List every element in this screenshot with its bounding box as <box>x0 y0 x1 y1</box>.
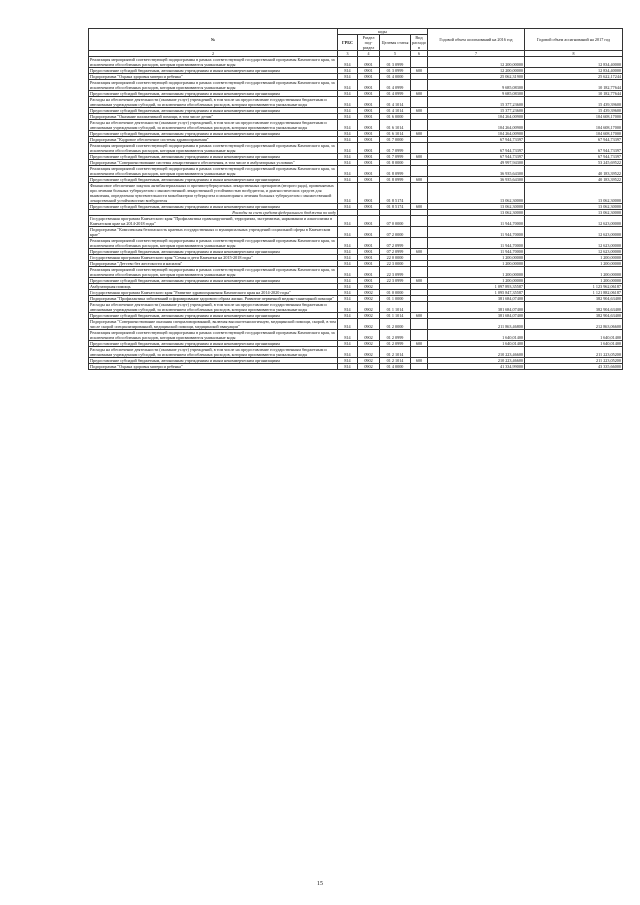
row-razdel: 0901 <box>358 216 380 227</box>
row-name: Предоставление субсидий бюджетным, автономным учреждениям и иным некоммерческим организациям <box>89 131 338 137</box>
row-amount-2016: 381 684,07400 <box>428 296 525 302</box>
header-year-2016: Годовой объем ассигнований на 2016 год <box>428 29 525 51</box>
row-name: Расходы на обеспечение деятельности (оказание услуг) учреждений, в том числе на предоставление государственным бюджетным и автономным учреждениям субсидий, за исключением обособленных расходов, которым присваиваются уникальные коды <box>89 97 338 108</box>
row-grbs: 814 <box>338 74 358 80</box>
row-grbs: 814 <box>338 330 358 341</box>
row-grbs: 814 <box>338 319 358 330</box>
row-amount-2017: 13 062,30000 <box>525 204 623 210</box>
row-amount-2017: 1 200,00000 <box>525 261 623 267</box>
row-grbs: 814 <box>338 177 358 183</box>
row-expense-type: 600 <box>411 313 428 319</box>
row-grbs: 814 <box>338 183 358 204</box>
row-amount-2017: 13 062,30000 <box>525 210 623 216</box>
row-expense-type <box>411 143 428 154</box>
row-razdel: 0901 <box>358 74 380 80</box>
row-expense-type <box>411 330 428 341</box>
row-expense-type <box>411 267 428 278</box>
row-target-article: 01 4 1014 <box>380 97 411 108</box>
row-amount-2017: 12 623,00000 <box>525 249 623 255</box>
row-grbs: 814 <box>338 57 358 68</box>
row-amount-2017: 53 245,69522 <box>525 160 623 166</box>
row-amount-2016: 25 062,31900 <box>428 74 525 80</box>
row-amount-2016: 15 377,23600 <box>428 97 525 108</box>
header-year-2017: Годовой объем ассигнований на 2017 год <box>525 29 623 51</box>
row-amount-2016: 211 863,46800 <box>428 319 525 330</box>
row-target-article: 01 2 1014 <box>380 358 411 364</box>
row-razdel: 0902 <box>358 341 380 347</box>
row-razdel: 0901 <box>358 160 380 166</box>
row-amount-2017: 382 904,63400 <box>525 296 623 302</box>
row-amount-2016: 1 640,01400 <box>428 341 525 347</box>
table-row <box>89 330 623 341</box>
row-name: Реализация мероприятий соответствующей подпрограммы в рамках соответствующей государственной программы Камчатского края, за исключением обособленных расходов, которым присваиваются уникальные коды <box>89 80 338 91</box>
row-grbs: 814 <box>338 80 358 91</box>
row-name: Реализация мероприятий соответствующей подпрограммы в рамках соответствующей государственной программы Камчатского края, за исключением обособленных расходов, которым присваиваются уникальные коды <box>89 166 338 177</box>
row-name: Реализация мероприятий соответствующей подпрограммы в рамках соответствующей государственной программы Камчатского края, за исключением обособленных расходов, которым присваиваются уникальные коды <box>89 238 338 249</box>
column-index: 4 <box>358 51 380 57</box>
row-amount-2017: 212 863,06600 <box>525 319 623 330</box>
row-amount-2017: 12 834,40000 <box>525 68 623 74</box>
row-razdel: 0901 <box>358 183 380 204</box>
row-amount-2017: 1 200,00000 <box>525 267 623 278</box>
row-grbs: 814 <box>338 267 358 278</box>
row-name: Государственная программа Камчатского края "Развитие здравоохранения Камчатского края на 2014-2020 годы" <box>89 290 338 296</box>
row-razdel: 0902 <box>358 364 380 370</box>
row-target-article: 01 8 0000 <box>380 160 411 166</box>
header-codes: коды <box>338 29 428 35</box>
row-name: Подпрограмма "Охрана здоровья матери и ребенка" <box>89 74 338 80</box>
row-expense-type <box>411 80 428 91</box>
row-target-article: 01 4 0999 <box>380 80 411 91</box>
row-razdel: 0901 <box>358 278 380 284</box>
table-row <box>89 80 623 91</box>
row-expense-type: 600 <box>411 177 428 183</box>
row-name: Подпрограмма "Совершенствование системы лекарственного обеспечения, в том числе в амбулаторных условиях" <box>89 160 338 166</box>
column-index: 3 <box>338 51 358 57</box>
row-expense-type <box>411 120 428 131</box>
row-grbs: 814 <box>338 97 358 108</box>
header-csr: Целевая статья <box>380 35 411 51</box>
header-vr: Вид расходов <box>412 35 426 50</box>
row-name: Подпрограмма "Детство без жестокости и насилия" <box>89 261 338 267</box>
row-razdel: 0902 <box>358 284 380 290</box>
row-name: Предоставление субсидий бюджетным, автономным учреждениям и иным некоммерческим организациям <box>89 204 338 210</box>
row-amount-2016: 12 200,00000 <box>428 57 525 68</box>
row-grbs: 814 <box>338 68 358 74</box>
table-row <box>89 267 623 278</box>
table-row <box>89 364 623 370</box>
row-amount-2017: 25 622,17244 <box>525 74 623 80</box>
row-amount-2017: 40 183,39522 <box>525 166 623 177</box>
row-amount-2017: 1 123 962,06187 <box>525 284 623 290</box>
row-name: Предоставление субсидий бюджетным, автономным учреждениям и иным некоммерческим организациям <box>89 68 338 74</box>
row-grbs: 814 <box>338 114 358 120</box>
row-amount-2016: 67 944,73397 <box>428 143 525 154</box>
table-row <box>89 216 623 227</box>
row-name: Подпрограмма "Профилактика заболеваний и формирование здорового образа жизни. Развитие первичной медико-санитарной помощи" <box>89 296 338 302</box>
row-name: Реализация мероприятий соответствующей подпрограммы в рамках соответствующей государственной программы Камчатского края, за исключением обособленных расходов, которым присваиваются уникальные коды <box>89 57 338 68</box>
table-row <box>89 97 623 108</box>
row-name: Подпрограмма "Совершенствование оказания специализированной, включая высокотехнологичную, медицинской помощи, скорой, в том числе скорой специализированной, медицинской помощи, медицинской эвакуации" <box>90 319 336 329</box>
row-amount-2016: 13 062,30000 <box>428 204 525 210</box>
budget-table <box>88 28 623 370</box>
row-razdel: 0901 <box>358 204 380 210</box>
row-razdel: 0901 <box>358 108 380 114</box>
row-expense-type <box>411 302 428 313</box>
row-target-article: 07 2 0999 <box>380 238 411 249</box>
row-razdel: 0901 <box>358 238 380 249</box>
row-razdel: 0902 <box>358 330 380 341</box>
row-grbs: 814 <box>338 341 358 347</box>
row-name: Государственная программа Камчатского края "Профилактика правонарушений, терроризма, экстремизма, наркомании и алкоголизма в Камчатском крае на 2014-2018 годы" <box>89 216 338 227</box>
row-grbs: 814 <box>338 290 358 296</box>
row-name: Подпрограмма "Кадровое обеспечение системы здравоохранения" <box>89 137 338 143</box>
row-amount-2016: 49 997,94300 <box>428 160 525 166</box>
row-target-article: 01 6 0000 <box>380 114 411 120</box>
row-name: Предоставление субсидий бюджетным, автономным учреждениям и иным некоммерческим организациям <box>89 91 338 97</box>
table-row <box>89 238 623 249</box>
budget-table-sheet <box>88 28 622 370</box>
row-amount-2017: 382 904,63400 <box>525 313 623 319</box>
row-amount-2016: 1 095 847,35587 <box>428 290 525 296</box>
row-name: Расходы на обеспечение деятельности (оказание услуг) учреждений, в том числе на предоставление государственным бюджетным и автономным учреждениям субсидий, за исключением обособленных расходов, которым присваиваются уникальные коды <box>89 347 338 358</box>
row-expense-type: 600 <box>411 131 428 137</box>
table-row <box>89 120 623 131</box>
row-amount-2016: 11 944,70000 <box>428 227 525 238</box>
table-row <box>89 302 623 313</box>
row-amount-2016: 1 200,00000 <box>428 261 525 267</box>
row-razdel: 0901 <box>358 114 380 120</box>
table-body <box>89 57 623 370</box>
row-amount-2017: 67 944,73397 <box>525 154 623 160</box>
row-target-article: 07 2 0000 <box>380 227 411 238</box>
row-name: Предоставление субсидий бюджетным, автономным учреждениям и иным некоммерческим организациям <box>89 341 338 347</box>
row-amount-2016: 381 684,07400 <box>428 313 525 319</box>
row-expense-type: 600 <box>411 204 428 210</box>
row-razdel: 0902 <box>358 347 380 358</box>
row-name: Амбулаторная помощь <box>89 284 338 290</box>
row-razdel: 0901 <box>358 68 380 74</box>
row-amount-2017: 1 121 882,06187 <box>525 290 623 296</box>
row-amount-2016: 104 264,00900 <box>428 131 525 137</box>
row-expense-type <box>411 364 428 370</box>
row-target-article: 01 7 0000 <box>380 137 411 143</box>
header-grbs: ГРБС <box>338 35 358 51</box>
row-grbs: 814 <box>338 238 358 249</box>
row-name: Предоставление субсидий бюджетным, автономным учреждениям и иным некоммерческим организациям <box>89 249 338 255</box>
row-amount-2016: 11 944,70000 <box>428 216 525 227</box>
row-amount-2017: 12 623,00000 <box>525 227 623 238</box>
row-amount-2017: 12 834,40000 <box>525 57 623 68</box>
table-row <box>89 183 623 204</box>
row-amount-2016: 13 062,30000 <box>428 210 525 216</box>
row-amount-2017: 382 904,63400 <box>525 302 623 313</box>
row-amount-2017: 15 439,39600 <box>525 97 623 108</box>
table-row <box>89 143 623 154</box>
row-grbs: 814 <box>338 255 358 261</box>
column-index: 5 <box>380 51 411 57</box>
row-grbs: 814 <box>338 227 358 238</box>
row-amount-2017: 10 182,77644 <box>525 91 623 97</box>
row-name: Расходы за счет средств федерального бюджета по коду <box>89 210 338 216</box>
table-row <box>89 347 623 358</box>
row-razdel: 0901 <box>358 143 380 154</box>
row-amount-2017: 211 223,05200 <box>525 347 623 358</box>
row-amount-2017: 104 608,17000 <box>525 114 623 120</box>
row-razdel: 0902 <box>358 358 380 364</box>
row-grbs: 814 <box>338 302 358 313</box>
row-razdel: 0901 <box>358 154 380 160</box>
row-grbs: 814 <box>338 143 358 154</box>
row-grbs: 814 <box>338 154 358 160</box>
row-amount-2016: 210 223,46600 <box>428 347 525 358</box>
row-grbs: 814 <box>338 358 358 364</box>
row-name: Предоставление субсидий бюджетным, автономным учреждениям и иным некоммерческим организациям <box>89 177 338 183</box>
row-amount-2017: 12 623,00000 <box>525 238 623 249</box>
row-name: Подпрограмма "Оказание паллиативной помощи, в том числе детям" <box>89 114 338 120</box>
row-expense-type <box>411 183 428 204</box>
row-expense-type: 600 <box>411 249 428 255</box>
row-expense-type: 600 <box>411 278 428 284</box>
row-target-article: 01 8 0999 <box>380 177 411 183</box>
row-target-article: 01 6 1014 <box>380 131 411 137</box>
row-razdel: 0901 <box>358 80 380 91</box>
row-grbs: 814 <box>338 249 358 255</box>
row-amount-2017: 1 640,01400 <box>525 330 623 341</box>
row-amount-2016: 1 097 893,35587 <box>428 284 525 290</box>
row-amount-2017: 40 183,39522 <box>525 177 623 183</box>
column-index: 6 <box>411 51 428 57</box>
row-amount-2016: 9 685,08300 <box>428 80 525 91</box>
row-target-article: 01 4 0000 <box>380 74 411 80</box>
row-razdel: 0901 <box>358 137 380 143</box>
row-amount-2016: 1 200,00000 <box>428 267 525 278</box>
row-grbs: 814 <box>338 166 358 177</box>
row-name: Реализация мероприятий соответствующей подпрограммы в рамках соответствующей государственной программы Камчатского края, за исключением обособленных расходов, которым присваиваются уникальные коды <box>89 330 338 341</box>
row-expense-type <box>411 57 428 68</box>
row-razdel: 0902 <box>358 313 380 319</box>
row-target-article: 01 7 0999 <box>380 143 411 154</box>
row-amount-2016: 15 377,23600 <box>428 108 525 114</box>
row-amount-2016: 13 062,30000 <box>428 183 525 204</box>
row-name: Реализация мероприятий соответствующей подпрограммы в рамках соответствующей государственной программы Камчатского края, за исключением обособленных расходов, которым присваиваются уникальные коды <box>89 267 338 278</box>
row-target-article: 22 0 0000 <box>380 255 411 261</box>
row-razdel: 0901 <box>358 91 380 97</box>
row-razdel: 0902 <box>358 319 380 330</box>
row-amount-2016: 36 935,64300 <box>428 177 525 183</box>
column-index: 2 <box>89 51 338 57</box>
row-grbs: 814 <box>338 364 358 370</box>
row-name: Подпрограмма "Комплексная безопасность краевых государственных и муниципальных учреждений социальной сферы в Камчатском крае" <box>89 227 338 238</box>
row-target-article: 01 1 0000 <box>380 296 411 302</box>
row-grbs: 814 <box>338 108 358 114</box>
row-target-article: 01 7 0999 <box>380 154 411 160</box>
row-grbs: 814 <box>338 120 358 131</box>
row-razdel: 0901 <box>358 131 380 137</box>
header-num: № <box>89 29 338 51</box>
row-grbs: 814 <box>338 131 358 137</box>
row-target-article: 01 4 0000 <box>380 364 411 370</box>
row-amount-2016: 381 684,07400 <box>428 302 525 313</box>
row-expense-type <box>411 216 428 227</box>
row-name: Реализация мероприятий соответствующей подпрограммы в рамках соответствующей государственной программы Камчатского края, за исключением обособленных расходов, которым присваиваются уникальные коды <box>89 143 338 154</box>
row-amount-2016: 1 200,00000 <box>428 278 525 284</box>
row-razdel: 0901 <box>358 255 380 261</box>
row-target-article: 01 8 5174 <box>380 183 411 204</box>
row-target-article: 01 3 0999 <box>380 57 411 68</box>
row-grbs: 814 <box>338 216 358 227</box>
row-target-article: 01 2 1014 <box>380 347 411 358</box>
row-razdel: 0902 <box>358 296 380 302</box>
header-razdel: Раздел под-раздел <box>358 35 380 51</box>
row-name: Предоставление субсидий бюджетным, автономным учреждениям и иным некоммерческим организациям <box>89 278 338 284</box>
row-name: Подпрограмма "Охрана здоровья матери и ребенка" <box>89 364 338 370</box>
row-name: Предоставление субсидий бюджетным, автономным учреждениям и иным некоммерческим организациям <box>89 313 338 319</box>
row-name: Расходы на обеспечение деятельности (оказание услуг) учреждений, в том числе на предоставление государственным бюджетным и автономным учреждениям субсидий, за исключением обособленных расходов, которым присваиваются уникальные коды <box>89 302 338 313</box>
row-grbs: 814 <box>338 313 358 319</box>
row-expense-type: 600 <box>411 154 428 160</box>
row-target-article: 22 3 0999 <box>380 267 411 278</box>
row-razdel: 0901 <box>358 120 380 131</box>
row-expense-type: 600 <box>411 341 428 347</box>
row-target-article: 01 0 0000 <box>380 290 411 296</box>
row-target-article: 01 2 0999 <box>380 330 411 341</box>
row-amount-2016: 210 223,46600 <box>428 358 525 364</box>
row-razdel: 0901 <box>358 267 380 278</box>
row-target-article: 01 8 5174 <box>380 204 411 210</box>
row-target-article: 01 4 1014 <box>380 108 411 114</box>
row-grbs: 814 <box>338 204 358 210</box>
row-amount-2017: 211 223,05200 <box>525 358 623 364</box>
row-amount-2016: 12 200,00000 <box>428 68 525 74</box>
row-target-article: 01 6 1014 <box>380 120 411 131</box>
row-target-article: 01 1 1014 <box>380 313 411 319</box>
row-expense-type: 600 <box>411 68 428 74</box>
row-target-article: 01 4 0999 <box>380 91 411 97</box>
row-name: Предоставление субсидий бюджетным, автономным учреждениям и иным некоммерческим организациям <box>89 358 338 364</box>
row-razdel: 0901 <box>358 261 380 267</box>
row-amount-2017: 104 608,17000 <box>525 131 623 137</box>
row-amount-2017: 10 182,77644 <box>525 80 623 91</box>
row-amount-2016: 1 200,00000 <box>428 255 525 261</box>
row-expense-type: 600 <box>411 91 428 97</box>
row-target-article: 01 2 0000 <box>380 319 411 330</box>
row-razdel: 0902 <box>358 302 380 313</box>
row-grbs: 814 <box>338 347 358 358</box>
row-amount-2016: 67 944,73397 <box>428 154 525 160</box>
row-amount-2016: 11 944,70000 <box>428 249 525 255</box>
row-name: Финансовое обеспечение закупок антибактериальных и противотуберкулезных лекарственных препаратов (второго ряда), применяемых при лечении больных туберкулезом с множественной лекарственной устойчивостью возбудителя, и диагностических средств для выявления, определения чувствительности микобактерии туберкулеза и мониторинга лечения больных туберкулезом с множественной лекарственной устойчивостью возбудителя <box>89 183 338 204</box>
row-expense-type <box>411 347 428 358</box>
row-grbs: 814 <box>338 278 358 284</box>
column-index: 7 <box>428 51 525 57</box>
row-razdel: 0902 <box>358 290 380 296</box>
row-name: Предоставление субсидий бюджетным, автономным учреждениям и иным некоммерческим организациям <box>89 108 338 114</box>
row-grbs: 814 <box>338 284 358 290</box>
row-target-article: 01 1 1014 <box>380 302 411 313</box>
row-amount-2017: 67 944,73397 <box>525 143 623 154</box>
table-row <box>89 227 623 238</box>
table-row <box>89 57 623 68</box>
row-name: Государственная программа Камчатского края "Семья и дети Камчатки на 2015-2018 годы" <box>89 255 338 261</box>
row-amount-2017: 1 200,00000 <box>525 255 623 261</box>
row-expense-type: 600 <box>411 358 428 364</box>
row-amount-2016: 67 944,73397 <box>428 137 525 143</box>
row-grbs: 814 <box>338 91 358 97</box>
row-grbs: 814 <box>338 137 358 143</box>
row-target-article: 22 3 0999 <box>380 278 411 284</box>
row-target-article: 07 0 0000 <box>380 216 411 227</box>
row-amount-2017: 67 944,73397 <box>525 137 623 143</box>
row-amount-2016: 9 685,08300 <box>428 91 525 97</box>
row-expense-type <box>411 319 428 330</box>
row-expense-type <box>411 227 428 238</box>
row-razdel: 0901 <box>358 177 380 183</box>
row-target-article: 01 8 0999 <box>380 166 411 177</box>
row-grbs: 814 <box>338 261 358 267</box>
row-amount-2016: 104 264,00900 <box>428 114 525 120</box>
row-amount-2017: 1 640,01400 <box>525 341 623 347</box>
row-amount-2017: 13 062,30000 <box>525 183 623 204</box>
row-amount-2017: 15 439,39600 <box>525 108 623 114</box>
row-expense-type <box>411 97 428 108</box>
row-expense-type <box>411 166 428 177</box>
row-target-article: 22 3 0000 <box>380 261 411 267</box>
row-amount-2017: 43 335,66000 <box>525 364 623 370</box>
row-amount-2016: 36 935,64300 <box>428 166 525 177</box>
row-target-article: 07 2 0999 <box>380 249 411 255</box>
row-target-article: 01 3 0999 <box>380 68 411 74</box>
row-grbs: 814 <box>338 160 358 166</box>
row-name: Расходы на обеспечение деятельности (оказание услуг) учреждений, в том числе на предоставление государственным бюджетным и автономным учреждениям субсидий, за исключением обособленных расходов, которым присваиваются уникальные коды <box>89 120 338 131</box>
row-razdel: 0901 <box>358 249 380 255</box>
row-amount-2016: 11 944,70000 <box>428 238 525 249</box>
table-row <box>89 166 623 177</box>
column-index: 8 <box>525 51 623 57</box>
row-amount-2017: 1 200,00000 <box>525 278 623 284</box>
table-row <box>89 319 623 330</box>
row-razdel: 0901 <box>358 166 380 177</box>
row-amount-2016: 104 264,00900 <box>428 120 525 131</box>
row-amount-2016: 1 640,01400 <box>428 330 525 341</box>
row-razdel: 0901 <box>358 227 380 238</box>
row-razdel: 0901 <box>358 97 380 108</box>
row-amount-2016: 41 334,99000 <box>428 364 525 370</box>
row-name: Предоставление субсидий бюджетным, автономным учреждениям и иным некоммерческим организациям <box>89 154 338 160</box>
row-target-article: 01 2 0999 <box>380 341 411 347</box>
row-expense-type <box>411 238 428 249</box>
row-amount-2017: 12 623,00000 <box>525 216 623 227</box>
row-grbs: 814 <box>338 296 358 302</box>
page-number: 15 <box>317 881 323 887</box>
row-expense-type: 600 <box>411 108 428 114</box>
row-razdel: 0901 <box>358 57 380 68</box>
row-amount-2017: 104 608,17000 <box>525 120 623 131</box>
